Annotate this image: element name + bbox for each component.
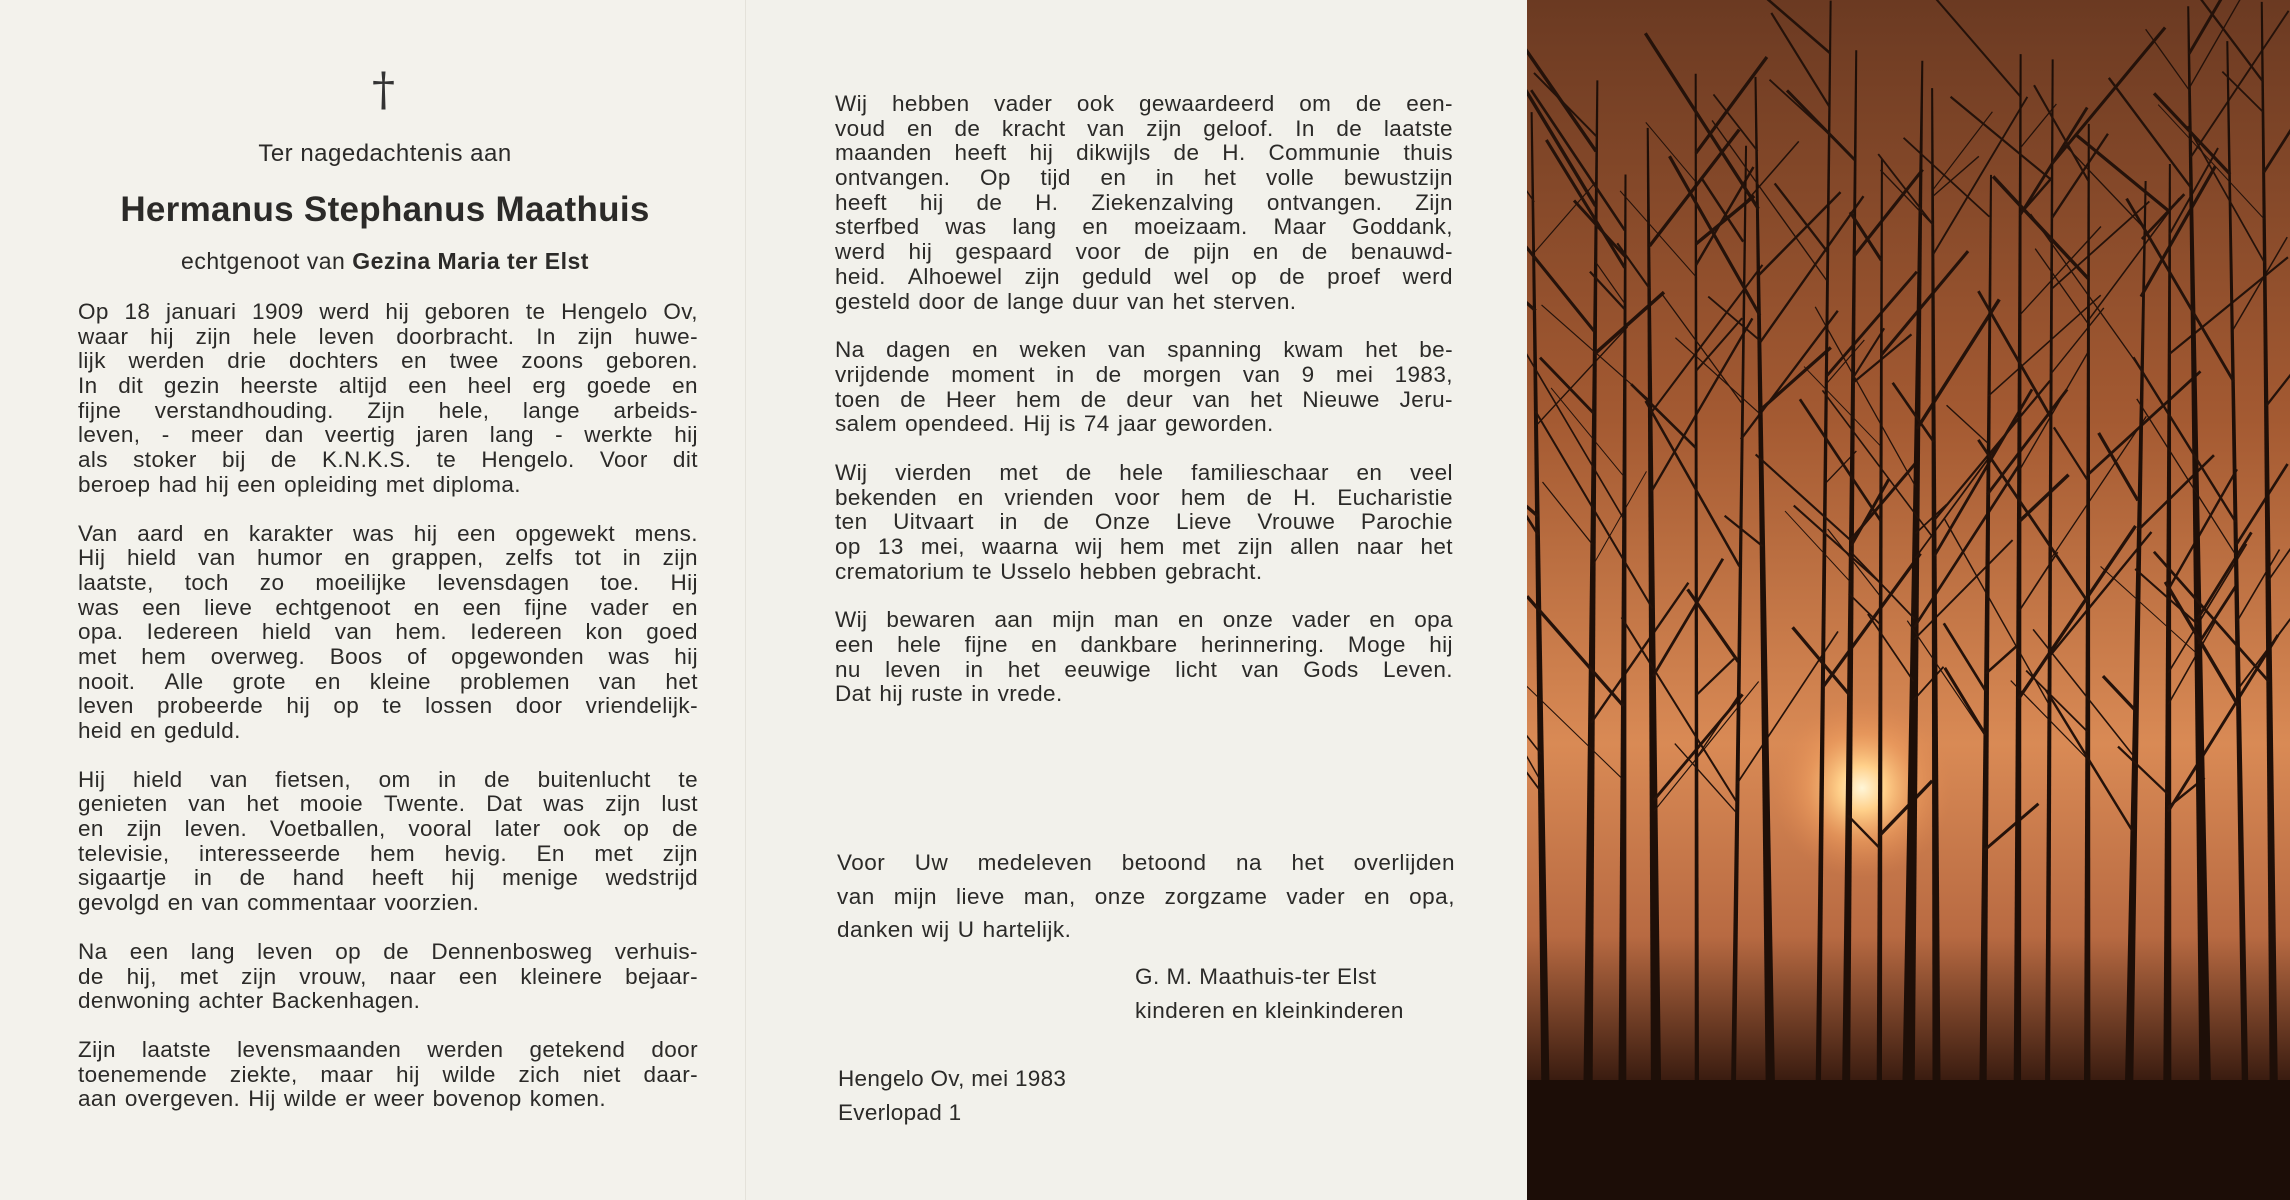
text-line: nooit. Alle grote en kleine problemen van het xyxy=(78,668,698,694)
text-line: toen de Heer hem de deur van het Nieuwe Jeru- xyxy=(835,386,1453,412)
text-line: Hij hield van humor en grappen, zelfs tot in zijn xyxy=(78,545,698,571)
paragraph xyxy=(835,338,1453,437)
text-line: In dit gezin heerste altijd een heel erg goede en xyxy=(78,373,698,399)
text-line: heid. Alhoewel zijn geduld wel op de proef werd xyxy=(835,263,1453,289)
text-line: Zijn laatste levensmaanden werden getekend door xyxy=(78,1036,698,1062)
paragraph xyxy=(78,940,698,1014)
intro-text: Ter nagedachtenis aan xyxy=(258,140,512,167)
text-line: een hele fijne en dankbare herinnering. Moge hij xyxy=(835,632,1453,658)
ground xyxy=(1527,1080,2290,1200)
text-line: Van aard en karakter was hij een opgewekt mens. xyxy=(78,520,698,546)
text-line: gesteld door de lange duur van het sterven. xyxy=(835,288,1297,314)
left-card-panel xyxy=(0,0,745,1200)
text-line: Dat hij ruste in vrede. xyxy=(835,681,1063,707)
spouse-prefix: echtgenoot van xyxy=(181,248,346,274)
signature-line: kinderen en kleinkinderen xyxy=(1135,997,1404,1023)
text-line: beroep had hij een opleiding met diploma. xyxy=(78,471,521,497)
text-line: was een lieve echtgenoot en een fijne vader en xyxy=(78,594,698,620)
text-line: lijk werden drie dochters en twee zoons geboren. xyxy=(78,348,698,374)
cross-icon: † xyxy=(372,62,395,116)
text-line: nu leven in het eeuwige licht van Gods Leven. xyxy=(835,656,1453,682)
text-line: salem opendeed. Hij is 74 jaar geworden. xyxy=(835,411,1274,437)
text-line: Wij hebben vader ook gewaardeerd om de een- xyxy=(835,91,1453,116)
text-line: Na dagen en weken van spanning kwam het be- xyxy=(835,337,1453,363)
spouse-line xyxy=(0,248,770,275)
text-line: Op 18 januari 1909 werd hij geboren te Hengelo Ov, xyxy=(78,299,698,324)
text-line: van mijn lieve man, onze zorgzame vader en opa, xyxy=(837,883,1455,909)
paragraph xyxy=(835,608,1453,707)
text-line: waar hij zijn hele leven doorbracht. In zijn huwe- xyxy=(78,323,698,349)
sunset-forest-photo xyxy=(1527,0,2290,1200)
text-line: ten Uitvaart in de Onze Lieve Vrouwe Parochie xyxy=(835,509,1453,535)
text-line: fijne verstandhouding. Zijn hele, lange arbeids- xyxy=(78,397,698,423)
text-line: ontvangen. Op tijd en in het volle bewustzijn xyxy=(835,165,1453,191)
paragraph xyxy=(835,461,1453,584)
text-line: Voor Uw medeleven betoond na het overlijden xyxy=(837,850,1455,875)
spouse-name: Gezina Maria ter Elst xyxy=(352,248,589,274)
text-line: crematorium te Usselo hebben gebracht. xyxy=(835,558,1263,584)
biography-text xyxy=(78,300,698,1136)
text-line: maanden heeft hij dikwijls de H. Communie thuis xyxy=(835,140,1453,166)
text-line: Wij vierden met de hele familieschaar en veel xyxy=(835,459,1453,485)
text-line: bekenden en vrienden voor hem de H. Eucharistie xyxy=(835,484,1453,510)
text-line: Wij bewaren aan mijn man en onze vader en opa xyxy=(835,607,1453,633)
address-line: Hengelo Ov, mei 1983 xyxy=(838,1066,1067,1091)
address-line: Everlopad 1 xyxy=(838,1099,962,1125)
text-line: sterfbed was lang en moeizaam. Maar Goddank, xyxy=(835,214,1453,240)
text-line: de hij, met zijn vrouw, naar een kleinere bejaar- xyxy=(78,963,698,989)
text-line: leven, - meer dan veertig jaren lang - werkte hij xyxy=(78,422,698,448)
text-line: leven probeerde hij op te lossen door vriendelijk- xyxy=(78,693,698,719)
text-line: genieten van het mooie Twente. Dat was zijn lust xyxy=(78,791,698,817)
text-line: toenemende ziekte, maar hij wilde zich niet daar- xyxy=(78,1061,698,1087)
family-signature xyxy=(1135,960,1404,1027)
paragraph xyxy=(78,522,698,744)
text-line: en zijn leven. Voetballen, vooral later ook op de xyxy=(78,816,698,842)
text-line: aan overgeven. Hij wilde er weer bovenop komen. xyxy=(78,1086,606,1112)
text-line: televisie, interesseerde hem hevig. En met zijn xyxy=(78,840,698,866)
paragraph xyxy=(78,1038,698,1112)
text-line: als stoker bij de K.N.K.S. te Hengelo. Voor dit xyxy=(78,447,698,473)
text-line: voud en de kracht van zijn geloof. In de laatste xyxy=(835,115,1453,141)
forest-illustration xyxy=(1527,0,2290,1200)
signature-line: G. M. Maathuis-ter Elst xyxy=(1135,964,1377,989)
paragraph xyxy=(835,92,1453,314)
text-line: Hij hield van fietsen, om in de buitenlucht te xyxy=(78,766,698,792)
paragraph xyxy=(78,768,698,916)
thanks-text xyxy=(837,846,1455,947)
paragraph xyxy=(78,300,698,498)
text-line: heeft hij de H. Ziekenzalving ontvangen. Zijn xyxy=(835,189,1453,215)
text-line: op 13 mei, waarna wij hem met zijn allen naar het xyxy=(835,534,1453,559)
text-line: gevolgd en van commentaar voorzien. xyxy=(78,890,480,916)
text-line: denwoning achter Backenhagen. xyxy=(78,988,421,1014)
text-line: danken wij U hartelijk. xyxy=(837,917,1072,942)
text-line: met hem overweg. Boos of opgewonden was hij xyxy=(78,643,698,669)
text-line: vrijdende moment in de morgen van 9 mei 1983, xyxy=(835,361,1453,387)
address-block xyxy=(838,1062,1066,1129)
faith-and-farewell-text xyxy=(835,92,1453,731)
text-line: opa. Iedereen hield van hem. Iedereen kon goed xyxy=(78,619,698,645)
text-line: heid en geduld. xyxy=(78,718,241,743)
deceased-name: Hermanus Stephanus Maathuis xyxy=(120,190,650,229)
text-line: laatste, toch zo moeilijke levensdagen toe. Hij xyxy=(78,569,698,595)
text-line: Na een lang leven op de Dennenbosweg verhuis- xyxy=(78,938,698,964)
text-line: sigaartje in de hand heeft hij menige wedstrijd xyxy=(78,865,698,891)
text-line: werd hij gespaard voor de pijn en de benauwd- xyxy=(835,239,1453,265)
